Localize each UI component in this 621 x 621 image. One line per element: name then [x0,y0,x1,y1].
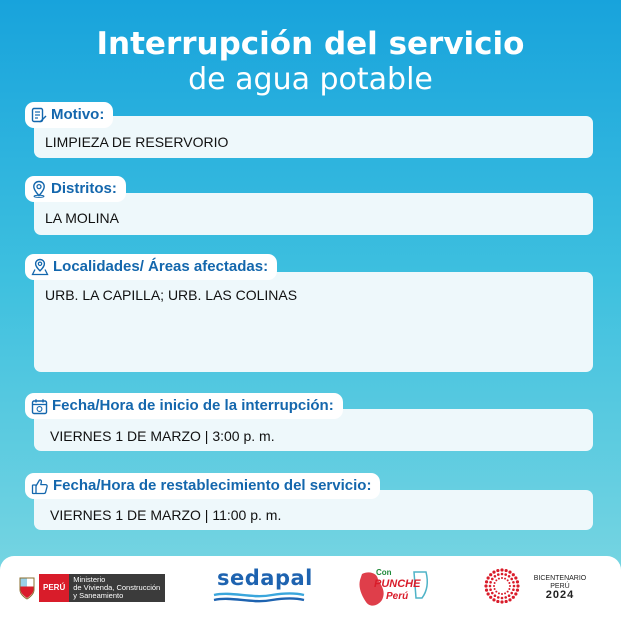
bicentenario-dot [498,592,500,594]
bicentenario-dot [491,578,494,581]
con-punche-peru-logo [356,566,434,617]
thumbs-up-icon [31,478,49,495]
ministerio-logo [18,574,165,602]
localidades-box [34,272,593,372]
bicentenario-dot [489,596,492,599]
bicentenario-dot [487,592,490,595]
bicentenario-dot [489,588,492,591]
bicentenario-dot [516,584,519,587]
bicentenario-dot [495,591,497,593]
area-pin-icon [31,258,49,276]
punche-line-3: Perú [386,591,409,602]
bicentenario-dot [507,579,509,581]
bicentenario-dot [508,575,511,578]
distritos-label-text: Distritos: [51,180,117,197]
bicentenario-dot [501,597,504,600]
bicentenario-year: 2024 [545,589,575,601]
sedapal-logo-text: sedapal [217,566,313,590]
bicentenario-dot [500,600,503,603]
bicentenario-dot [489,581,492,584]
bicentenario-dot [501,577,503,579]
bicentenario-line-1: BICENTENARIO [533,575,587,582]
ministerio-badge: PERÚ [39,574,69,602]
bicentenario-dot [508,582,510,584]
restablecimiento-label [25,473,380,499]
bicentenario-dot [491,592,494,595]
inicio-label-text: Fecha/Hora de inicio de la interrupción: [52,397,334,414]
motivo-label-text: Motivo: [51,106,105,123]
bicentenario-dot [489,573,492,576]
bicentenario-dot [507,591,509,593]
bicentenario-dot [500,568,503,571]
bicentenario-dot [512,573,515,576]
bicentenario-dot [501,573,504,576]
bicentenario-dot [492,598,495,601]
bicentenario-dot [508,571,511,574]
sedapal-wave-icon [212,590,306,606]
distritos-label [25,176,126,202]
bicentenario-dot [504,573,507,576]
bicentenario-dot [487,576,490,579]
bicentenario-dot [485,580,488,583]
localidades-value: URB. LA CAPILLA; URB. LAS COLINAS [45,287,298,303]
bicentenario-dot [508,598,511,601]
bicentenario-dot [497,573,500,576]
bicentenario-rings-icon [482,566,522,606]
bicentenario-dot [512,596,515,599]
inicio-label [25,393,343,419]
bicentenario-dot [494,582,496,584]
bicentenario-dot [510,578,513,581]
bicentenario-dot [505,569,508,572]
restablecimiento-value: VIERNES 1 DE MARZO | 11:00 p. m. [50,507,282,523]
bicentenario-dot [516,589,519,592]
ministerio-line-1: Ministerio [73,575,106,584]
restablecimiento-label-text: Fecha/Hora de restablecimiento del servicio: [53,477,372,494]
bicentenario-dot [508,588,510,590]
bicentenario-dot [512,588,515,591]
bicentenario-dot [516,580,519,583]
bicentenario-dot [514,576,517,579]
ministerio-line-2: de Vivienda, Construcción [73,583,161,592]
title-line-1: Interrupción del servicio [96,26,525,62]
motivo-value: LIMPIEZA DE RESERVORIO [45,134,229,150]
bicentenario-dot [509,585,511,587]
bicentenario-dot [501,593,503,595]
location-pin-icon [31,180,47,198]
bicentenario-dot [497,596,500,599]
bicentenario-dot [494,594,497,597]
bicentenario-dot [485,589,488,592]
bicentenario-dot [494,575,497,578]
bicentenario-dot [496,600,499,603]
bicentenario-dot [510,592,513,595]
bicentenario-dot [489,585,492,588]
edit-document-icon [31,107,47,124]
bicentenario-dot [493,585,495,587]
peru-shield-icon [18,575,36,601]
inicio-value: VIERNES 1 DE MARZO | 3:00 p. m. [50,428,275,444]
localidades-label [25,254,277,280]
ministerio-line-3: y Saneamiento [73,591,124,600]
bicentenario-dot [498,578,500,580]
bicentenario-dot [504,592,506,594]
bicentenario-dot [513,585,516,588]
bicentenario-dot [495,579,497,581]
distritos-value: LA MOLINA [45,210,119,226]
bicentenario-dot [504,578,506,580]
motivo-box [34,116,593,158]
bicentenario-dot [504,596,507,599]
bicentenario-dot [492,571,495,574]
bicentenario-dot [496,569,499,572]
title-line-2: de agua potable [188,62,433,97]
bicentenario-dot [508,594,511,597]
bicentenario-text [525,575,595,599]
bicentenario-dot [484,584,487,587]
calendar-icon [31,398,48,415]
motivo-label [25,102,113,128]
punche-line-1: Con [376,568,392,577]
localidades-label-text: Localidades/ Áreas afectadas: [53,258,269,275]
bicentenario-dot [494,588,496,590]
bicentenario-line-2: PERÚ [550,583,570,590]
punche-line-2: PUNCHE [374,578,421,590]
bicentenario-dot [505,600,508,603]
bicentenario-dot [514,592,517,595]
bicentenario-dot [512,581,515,584]
ministerio-name [69,574,165,602]
